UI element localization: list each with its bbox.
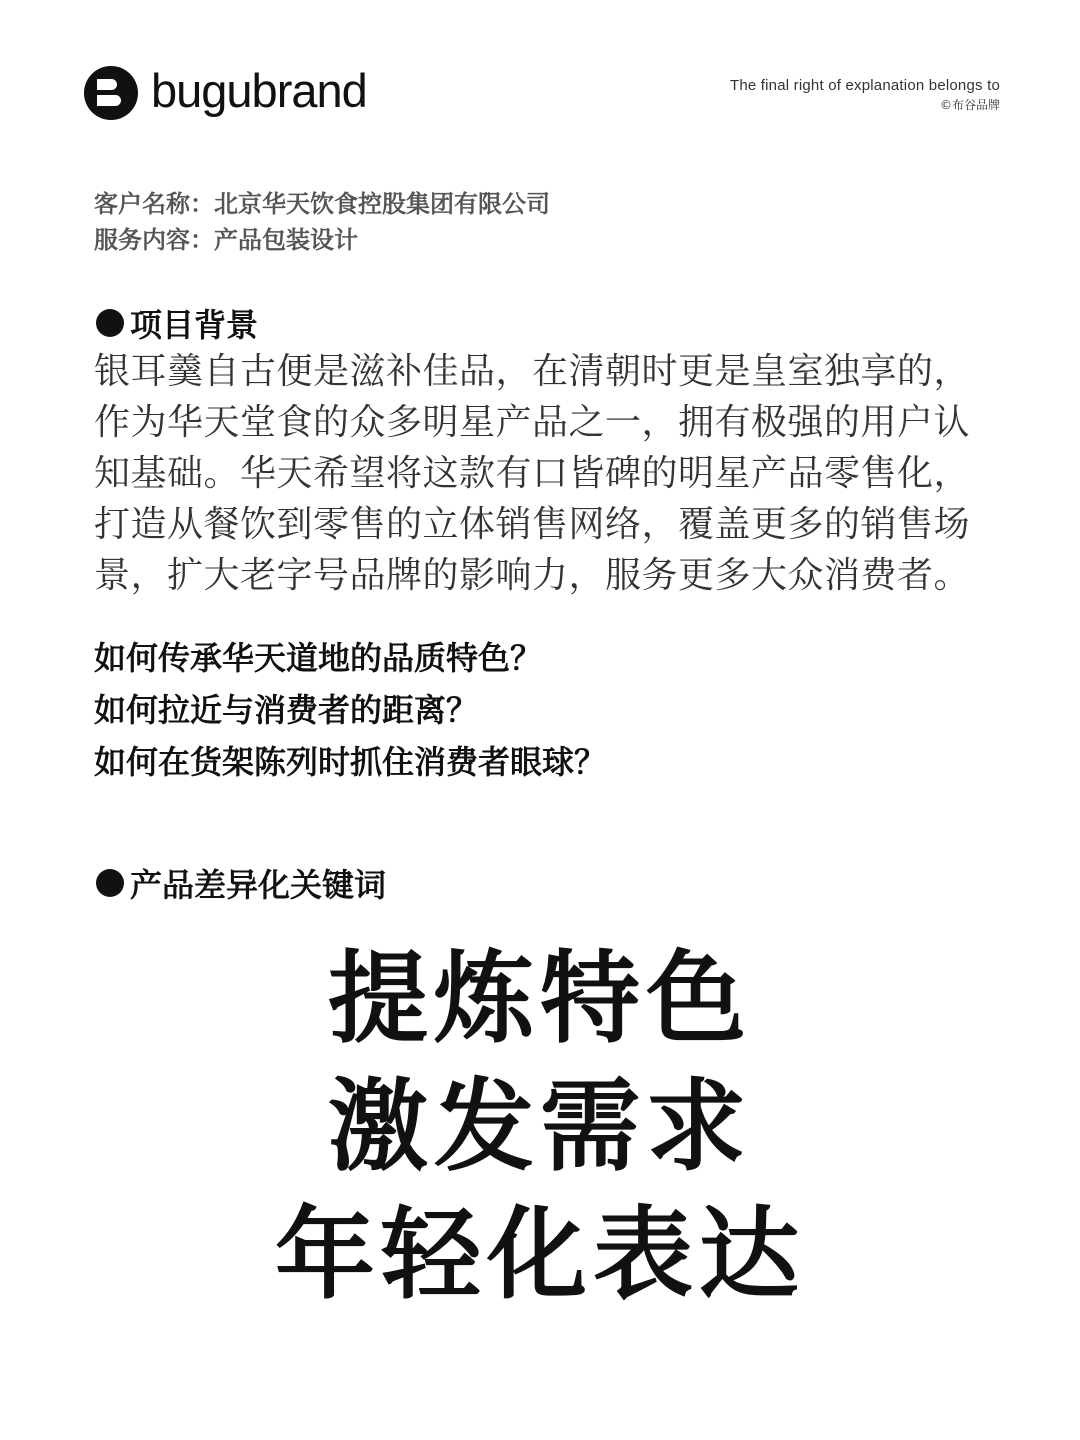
paragraph-line: 作为华天堂食的众多明星产品之一，拥有极强的用户认 (94, 402, 971, 443)
differentiation-heading (96, 860, 386, 906)
keyword-item: 激发需求 (328, 1068, 752, 1185)
service-content: 服务内容：产品包装设计 (94, 226, 358, 254)
client-info (94, 186, 550, 258)
paragraph-line: 景，扩大老字号品牌的影响力，服务更多大众消费者。 (94, 555, 971, 596)
question-item: 如何拉近与消费者的距离？ (94, 691, 479, 729)
bullet-icon (96, 309, 124, 337)
differentiation-heading-text: 产品差异化关键词 (130, 866, 387, 904)
question-item: 如何在货架陈列时抓住消费者眼球？ (94, 743, 607, 781)
copyright-line: ©布谷品牌 (939, 98, 1000, 112)
rights-notice (730, 76, 1000, 114)
brand-name: bugubrand (151, 63, 367, 117)
paragraph-line: 银耳羹自古便是滋补佳品，在清朝时更是皇室独享的， (94, 351, 971, 392)
question-item: 如何传承华天道地的品质特色？ (94, 639, 543, 677)
paragraph-line: 打造从餐饮到零售的立体销售网络，覆盖更多的销售场 (94, 504, 971, 545)
keyword-list (0, 935, 1080, 1319)
background-heading (96, 300, 258, 346)
question-list (94, 632, 606, 788)
rights-line: The final right of explanation belongs to (729, 77, 1000, 94)
background-heading-text: 项目背景 (130, 306, 259, 344)
brand-logo[interactable] (84, 63, 367, 120)
background-paragraph (94, 346, 994, 601)
keyword-item: 年轻化表达 (275, 1196, 805, 1313)
paragraph-line: 知基础。华天希望将这款有口皆碑的明星产品零售化， (94, 453, 971, 494)
keyword-item: 提炼特色 (328, 940, 752, 1057)
client-name: 客户名称：北京华天饮食控股集团有限公司 (94, 190, 550, 218)
bullet-icon (96, 869, 124, 897)
b-logo-icon (84, 66, 138, 120)
